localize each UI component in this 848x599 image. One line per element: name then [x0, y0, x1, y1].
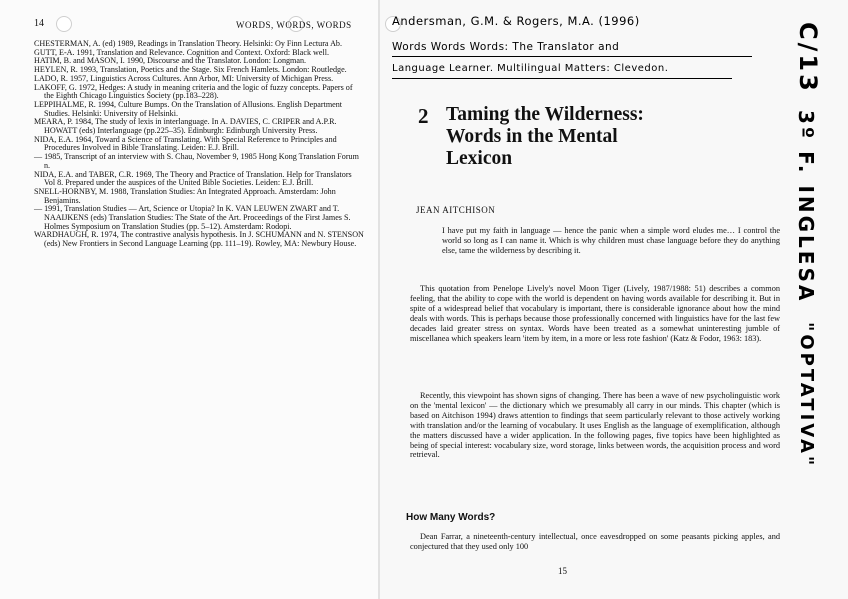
- handwritten-citation-line-3: Language Learner. Multilingual Matters: Clevedon.: [392, 63, 669, 74]
- reference-entry: HEYLEN, R. 1993, Translation, Poetics and the Stage. Six French Hamlets. London: Routledge.: [34, 65, 347, 75]
- reference-entry: MEARA, P. 1984, The study of lexis in interlanguage. In A. DAVIES, C. CRIPER and A.P.R. HOWATT (eds) Interlanguage (pp.225–35). Edinburgh: Edinburgh University Press.: [34, 117, 337, 136]
- reference-list: [34, 40, 364, 249]
- reference-entry: CHESTERMAN, A. (ed) 1989, Readings in Translation Theory. Helsinki: Oy Finn Lectura Ab.: [34, 39, 342, 48]
- reference-entry: LAKOFF, G. 1972, Hedges: A study in meaning criteria and the logic of fuzzy concepts. Papers of the Eighth Chicago Linguistics Society (pp.183–228).: [34, 82, 353, 101]
- chapter-title-line: Taming the Wilderness:: [446, 104, 644, 125]
- epigraph: I have put my faith in language — hence the panic when a simple word eludes me… I control the world so long as I can name it. Which is why children must chase language before they do anything else, tame the wilderness by describing it.: [442, 226, 780, 255]
- chapter-number: 2: [418, 104, 429, 128]
- reference-entry: NIDA, E.A. 1964, Toward a Science of Translating. With Special Reference to Principles and Procedures Involved in Bible Translating. Leiden: E.J. Brill.: [34, 134, 337, 153]
- handwritten-underline: [392, 78, 732, 79]
- handwritten-underline: [392, 56, 752, 57]
- right-page: [380, 0, 848, 599]
- punch-hole: [56, 16, 72, 32]
- left-page-number: 14: [34, 18, 44, 29]
- reference-entry: WARDHAUGH, R. 1974, The contrastive analysis hypothesis. In J. SCHUMANN and N. STENSON (eds) New Frontiers in Second Language Learning (pp. 111–19). Rowley, MA: Newbury House.: [34, 230, 364, 249]
- handwritten-margin-code: C/13: [794, 22, 822, 94]
- left-page: [0, 0, 380, 599]
- reference-entry: GUTT, E-A. 1991, Translation and Relevance. Cognition and Context. Oxford: Black well.: [34, 47, 329, 57]
- body-paragraph: This quotation from Penelope Lively's novel Moon Tiger (Lively, 1987/1988: 51) describes a common feeling, that the ability to cope with the world is dependent on having words available for describing it. But in spite of a widespread belief that vocabulary is important, there is considerable ignorance about how the mind deals with words. This is perhaps because those professionally concerned with linguistics have for the last few decades laid greater stress on syntax. Words have been treated as a somewhat uninteresting jumble of miscellanea which speakers learn 'item by item, in a more or less rote fashion' (Katz & Fodor, 1963: 183).: [410, 284, 780, 343]
- handwritten-citation-line-2: Words Words Words: The Translator and: [392, 41, 620, 53]
- reference-entry: NIDA, E.A. and TABER, C.R. 1969, The Theory and Practice of Translation. Help for Translators Vol 8. Prepared under the auspices of the United Bible Societies. Leiden: E.J. Brill.: [34, 169, 352, 188]
- reference-entry: LEPPIHALME, R. 1994, Culture Bumps. On the Translation of Allusions. English Department Studies. Helsinki: University of Helsinki.: [34, 99, 343, 118]
- chapter-title: [446, 104, 644, 170]
- chapter-title-line: Words in the Mental: [446, 126, 618, 147]
- handwritten-margin-course: 3º F. INGLESA: [794, 110, 818, 304]
- right-page-number: 15: [558, 566, 567, 576]
- reference-entry: — 1985, Transcript of an interview with S. Chau, November 9, 1985 Hong Kong Translation Forum n.: [34, 152, 359, 170]
- reference-entry: — 1991, Translation Studies — Art, Science or Utopia? In K. VAN LEUWEN ZWART and T. NAAIJKENS (eds) Translation Studies: The State of the Art. Proceedings of the First James S. Holmes Symposium on Translation Studies (pp. 5–12). Amsterdam: Rodopi.: [34, 204, 351, 231]
- chapter-author: JEAN AITCHISON: [416, 205, 496, 215]
- handwritten-margin-optativa: "OPTATIVA": [796, 322, 817, 469]
- body-paragraph: Dean Farrar, a nineteenth-century intellectual, once eavesdropped on some peasants picking apples, and conjectured that they used only 100: [410, 532, 780, 551]
- chapter-title-line: Lexicon: [446, 148, 513, 169]
- running-head: WORDS, WORDS, WORDS: [236, 20, 352, 30]
- reference-entry: SNELL-HORNBY, M. 1988, Translation Studies: An Integrated Approach. Amsterdam: John Benjamins.: [34, 186, 336, 205]
- reference-entry: LADO, R. 1957, Linguistics Across Cultures. Ann Arbor, MI: University of Michigan Press.: [34, 73, 334, 83]
- handwritten-citation-line-1: Andersman, G.M. & Rogers, M.A. (1996): [392, 14, 640, 28]
- reference-entry: HATIM, B. and MASON, I. 1990, Discourse and the Translator. London: Longman.: [34, 56, 307, 66]
- section-heading: How Many Words?: [406, 512, 496, 523]
- body-paragraph: Recently, this viewpoint has shown signs of changing. There has been a wave of new psycholinguistic work on the 'mental lexicon' — the dictionary which we presumably all carry in our minds. This chapter (which is based on Aitchison 1994) draws attention to findings that seem particularly relevant to those actively working with translation and/or the learning of vocabulary. It uses English as the language of exemplification, although the matters discussed have a wider application. In the following pages, five topics have been highlighted as being of special interest: vocabulary size, word storage, links between words, the acquisition process and word retrieval.: [410, 391, 780, 460]
